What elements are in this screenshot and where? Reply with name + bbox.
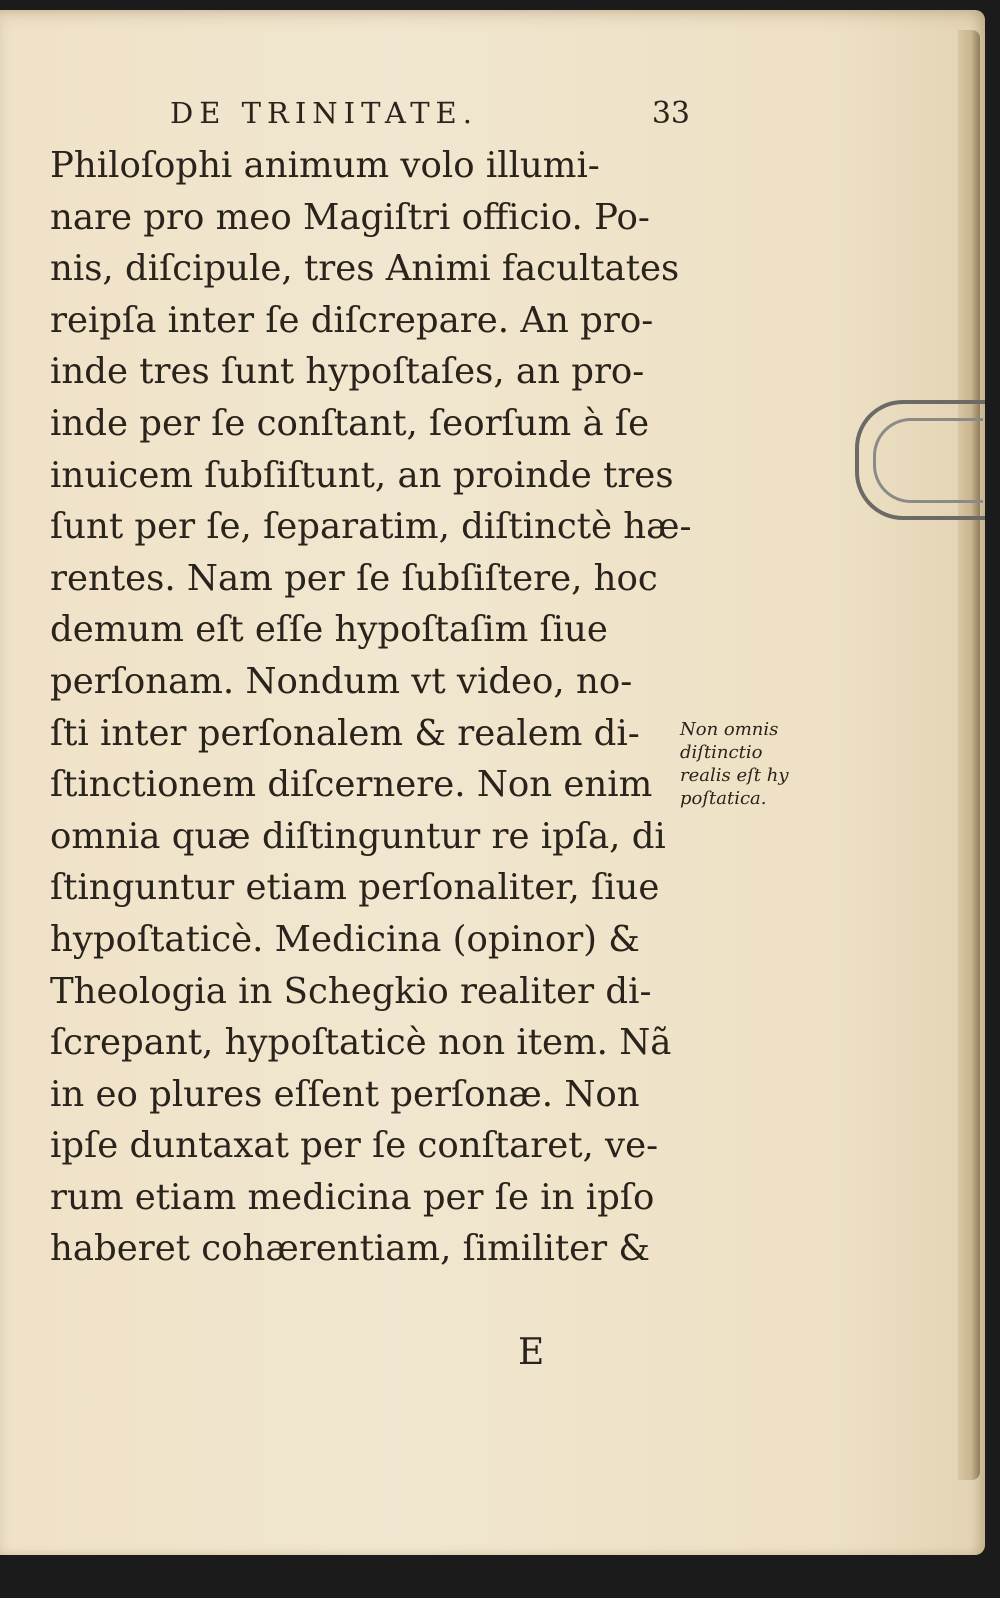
margin-note-line: Non omnis bbox=[680, 719, 779, 740]
text-line: ſunt per ſe, ſeparatim, diſtinctè hæ- bbox=[50, 506, 692, 548]
text-line: inuicem ſubſiſtunt, an proinde tres bbox=[50, 454, 674, 496]
text-line: ipſe duntaxat per ſe conſtaret, ve- bbox=[50, 1125, 659, 1167]
text-line: nare pro meo Magiſtri officio. Po- bbox=[50, 196, 650, 238]
text-line: omnia quæ diſtinguntur re ipſa, di bbox=[50, 815, 666, 857]
page-number: 33 bbox=[651, 96, 690, 131]
text-line: in eo plures eſſent perſonæ. Non bbox=[50, 1073, 640, 1115]
text-line: rum etiam medicina per ſe in ipſo bbox=[50, 1176, 655, 1218]
running-head bbox=[170, 96, 690, 136]
text-line: perſonam. Nondum vt video, no- bbox=[50, 660, 633, 702]
margin-note-line: realis eſt hy bbox=[680, 765, 789, 786]
body-text bbox=[50, 140, 690, 1275]
text-line: nis, diſcipule, tres Animi facultates bbox=[50, 248, 680, 290]
text-line: reipſa inter ſe diſcrepare. An pro- bbox=[50, 299, 654, 341]
text-line: hypoſtaticè. Medicina (opinor) & bbox=[50, 918, 640, 960]
text-line: ſtinctionem diſcernere. Non enim bbox=[50, 764, 653, 806]
text-line: Philoſophi animum volo illumi- bbox=[50, 145, 600, 186]
text-line: haberet cohærentiam, ſimiliter & bbox=[50, 1228, 650, 1270]
text-line: inde tres ſunt hypoſtaſes, an pro- bbox=[50, 351, 645, 393]
text-line: ſti inter perſonalem & realem di- bbox=[50, 712, 640, 754]
signature-mark: E bbox=[518, 1332, 545, 1373]
text-line: ſtinguntur etiam perſonaliter, ſiue bbox=[50, 867, 660, 909]
running-title: DE TRINITATE. bbox=[170, 96, 478, 130]
text-line: demum eſt eſſe hypoſtaſim ſiue bbox=[50, 609, 608, 651]
margin-note bbox=[680, 718, 830, 810]
text-line: Theologia in Schegkio realiter di- bbox=[50, 970, 652, 1012]
text-line: inde per ſe conſtant, ſeorſum à ſe bbox=[50, 402, 650, 444]
margin-note-line: poſtatica. bbox=[680, 788, 767, 809]
page-edge bbox=[958, 30, 980, 1480]
paper-clip-inner bbox=[873, 418, 983, 503]
margin-note-line: diſtinctio bbox=[680, 742, 763, 763]
text-line: rentes. Nam per ſe ſubſiſtere, hoc bbox=[50, 557, 658, 599]
text-line: ſcrepant, hypoſtaticè non item. Nã bbox=[50, 1022, 672, 1064]
